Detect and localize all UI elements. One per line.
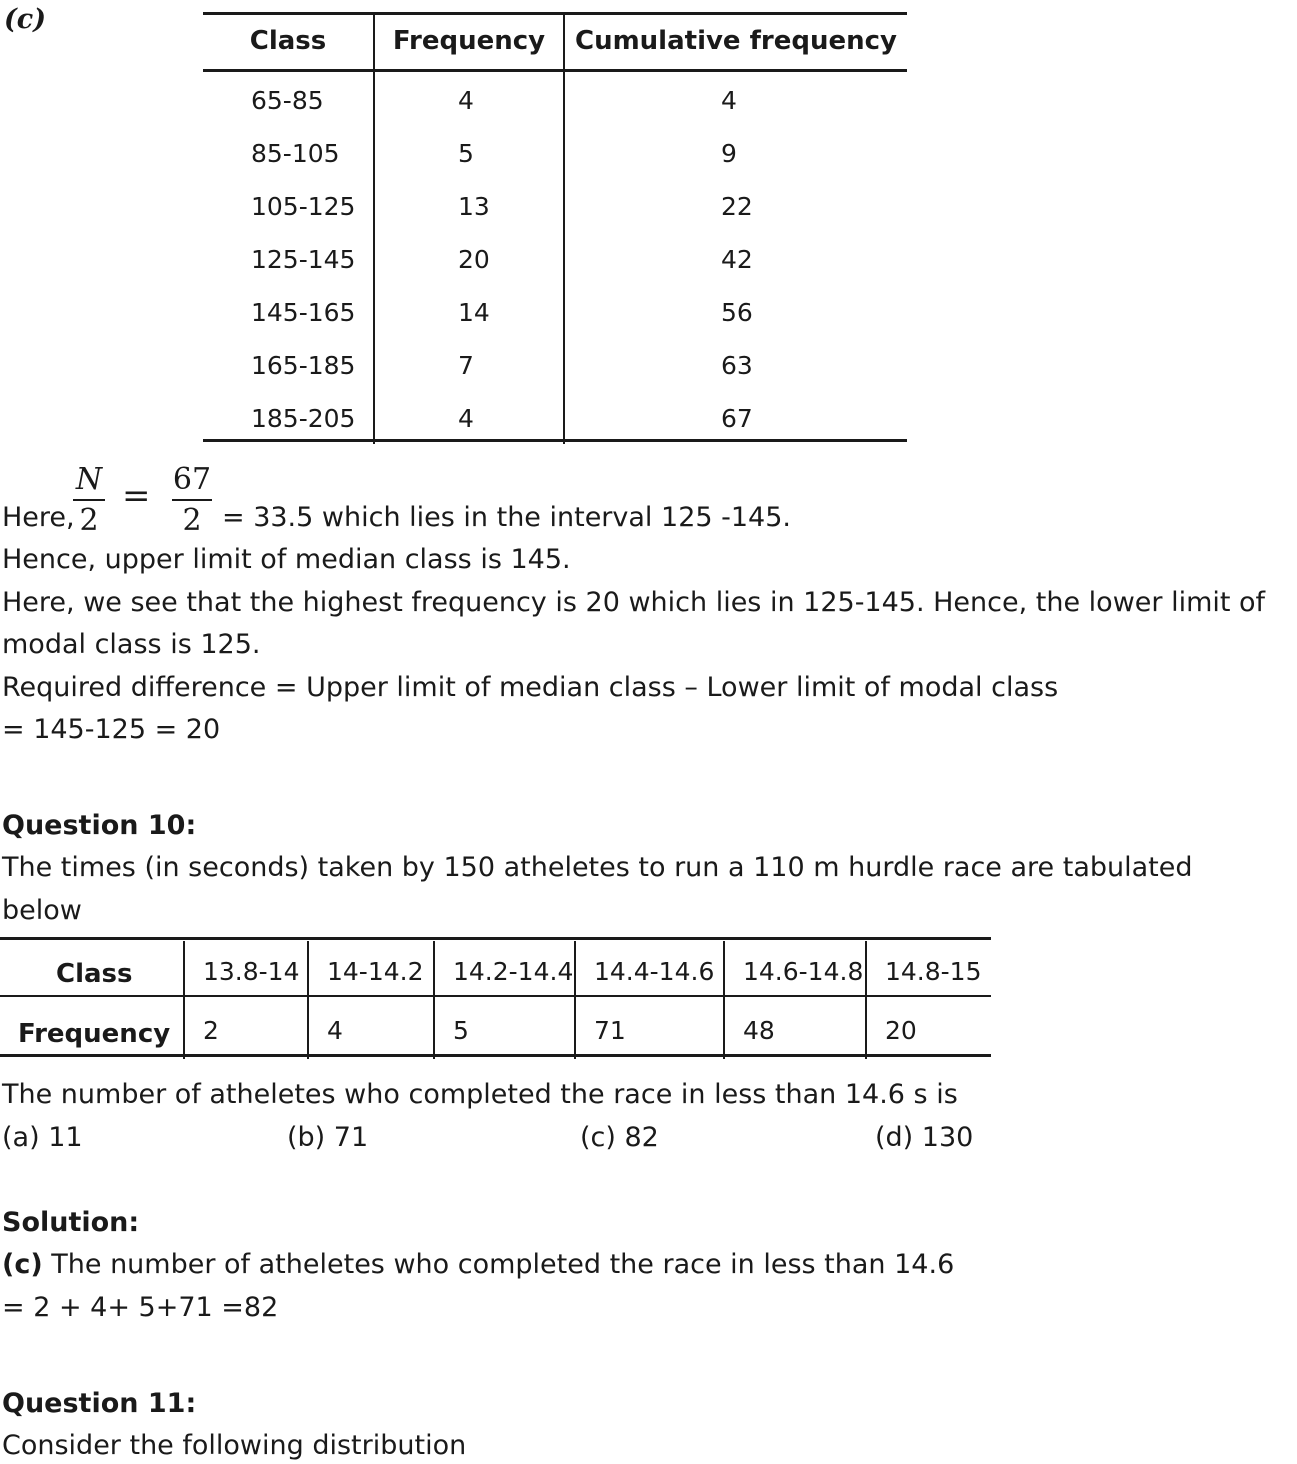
table-cell-frequency: 71: [594, 1016, 626, 1045]
option-b: (b) 71: [287, 1122, 369, 1153]
fraction-numerator: 67: [172, 462, 212, 497]
table-cell-frequency: 5: [453, 1016, 469, 1045]
question-10-prompt: The number of atheletes who completed the race in less than 14.6 s is: [2, 1079, 958, 1110]
fraction-denominator: 2: [79, 503, 99, 538]
table-cell-cumulative: 67: [721, 404, 753, 433]
text-line: modal class is 125.: [2, 629, 261, 660]
question-10-text: The times (in seconds) taken by 150 atheletes to run a 110 m hurdle race are tabulated: [2, 852, 1193, 883]
table-cell-frequency: 20: [458, 245, 490, 274]
table-cell-frequency: 4: [327, 1016, 343, 1045]
solution-title: Solution:: [2, 1207, 140, 1238]
median-prefix: Here,: [2, 502, 75, 533]
cumulative-frequency-table: [203, 12, 907, 444]
table-header-class: Class: [249, 26, 327, 56]
fraction-67-over-2: [172, 462, 212, 538]
table-bottom-rule: [203, 439, 907, 442]
fraction-n-over-2: [73, 462, 105, 538]
table-column-divider: [563, 12, 565, 444]
option-c: (c) 82: [580, 1122, 659, 1153]
fraction-numerator: N: [75, 462, 103, 497]
question-11-title: Question 11:: [2, 1388, 197, 1419]
table-cell-frequency: 4: [458, 404, 474, 433]
question-11-text: Consider the following distribution: [2, 1430, 467, 1461]
table-header-rule: [203, 69, 907, 72]
table-cell-cumulative: 63: [721, 351, 753, 380]
question-10-title: Question 10:: [2, 810, 197, 841]
table-cell-frequency: 14: [458, 298, 490, 327]
text-line: Required difference = Upper limit of median class – Lower limit of modal class: [2, 672, 1059, 703]
table-cell-cumulative: 9: [721, 139, 737, 168]
table-cell-class: 65-85: [251, 86, 324, 115]
table-cell-frequency: 5: [458, 139, 474, 168]
solution-answer: [2, 1250, 954, 1280]
text-line: = 145-125 = 20: [2, 714, 221, 745]
table-header-frequency: Frequency: [392, 26, 546, 56]
table-cell-cumulative: 42: [721, 245, 753, 274]
hurdle-times-table: [0, 937, 991, 1059]
table-cell-class: 13.8-14: [203, 957, 300, 986]
table-cell-class: 85-105: [251, 139, 340, 168]
answer-label: (c): [2, 1249, 43, 1280]
table-cell-class: 165-185: [251, 351, 356, 380]
table-column-divider: [373, 12, 375, 444]
table-cell-class: 14.2-14.4: [453, 957, 574, 986]
question-10-text: below: [2, 895, 82, 926]
table-cell-frequency: 2: [203, 1016, 219, 1045]
table-column-divider: [307, 941, 309, 1059]
fraction-denominator: 2: [182, 503, 202, 538]
table-top-rule: [203, 12, 907, 15]
table-cell-class: 14.6-14.8: [743, 957, 864, 986]
fraction-bar: [73, 499, 105, 501]
table-column-divider: [574, 941, 576, 1059]
fraction-bar: [172, 499, 212, 501]
table-column-divider: [723, 941, 725, 1059]
table-row-rule: [0, 995, 991, 997]
table-top-rule: [0, 937, 991, 940]
table-cell-frequency: 4: [458, 86, 474, 115]
table-cell-frequency: 13: [458, 192, 490, 221]
table-cell-class: 185-205: [251, 404, 356, 433]
solution-calculation: = 2 + 4+ 5+71 =82: [2, 1292, 279, 1323]
table-cell-frequency: 20: [885, 1016, 917, 1045]
text-line: Hence, upper limit of median class is 145.: [2, 544, 571, 575]
median-result: = 33.5 which lies in the interval 125 -145.: [222, 502, 791, 533]
text-line: Here, we see that the highest frequency is 20 which lies in 125-145. Hence, the lower limit of: [2, 587, 1266, 618]
table-cell-cumulative: 56: [721, 298, 753, 327]
table-cell-cumulative: 4: [721, 86, 737, 115]
table-bottom-rule: [0, 1054, 991, 1057]
table-row-label-frequency: Frequency: [18, 1019, 171, 1049]
equals-sign: =: [122, 476, 151, 516]
table-cell-class: 105-125: [251, 192, 356, 221]
option-a: (a) 11: [2, 1122, 83, 1153]
table-cell-class: 145-165: [251, 298, 356, 327]
table-column-divider: [433, 941, 435, 1059]
table-cell-class: 14.4-14.6: [594, 957, 715, 986]
table-cell-class: 14.8-15: [885, 957, 982, 986]
table-column-divider: [865, 941, 867, 1059]
table-cell-class: 14-14.2: [327, 957, 424, 986]
table-cell-frequency: 48: [743, 1016, 775, 1045]
table-column-divider: [183, 941, 185, 1059]
table-cell-cumulative: 22: [721, 192, 753, 221]
answer-text: The number of atheletes who completed the race in less than 14.6: [42, 1249, 955, 1280]
table-header-cumulative: Cumulative frequency: [574, 26, 898, 56]
table-cell-frequency: 7: [458, 351, 474, 380]
table-row-label-class: Class: [56, 959, 133, 989]
part-label: (c): [4, 4, 46, 35]
table-cell-class: 125-145: [251, 245, 356, 274]
option-d: (d) 130: [875, 1122, 974, 1153]
